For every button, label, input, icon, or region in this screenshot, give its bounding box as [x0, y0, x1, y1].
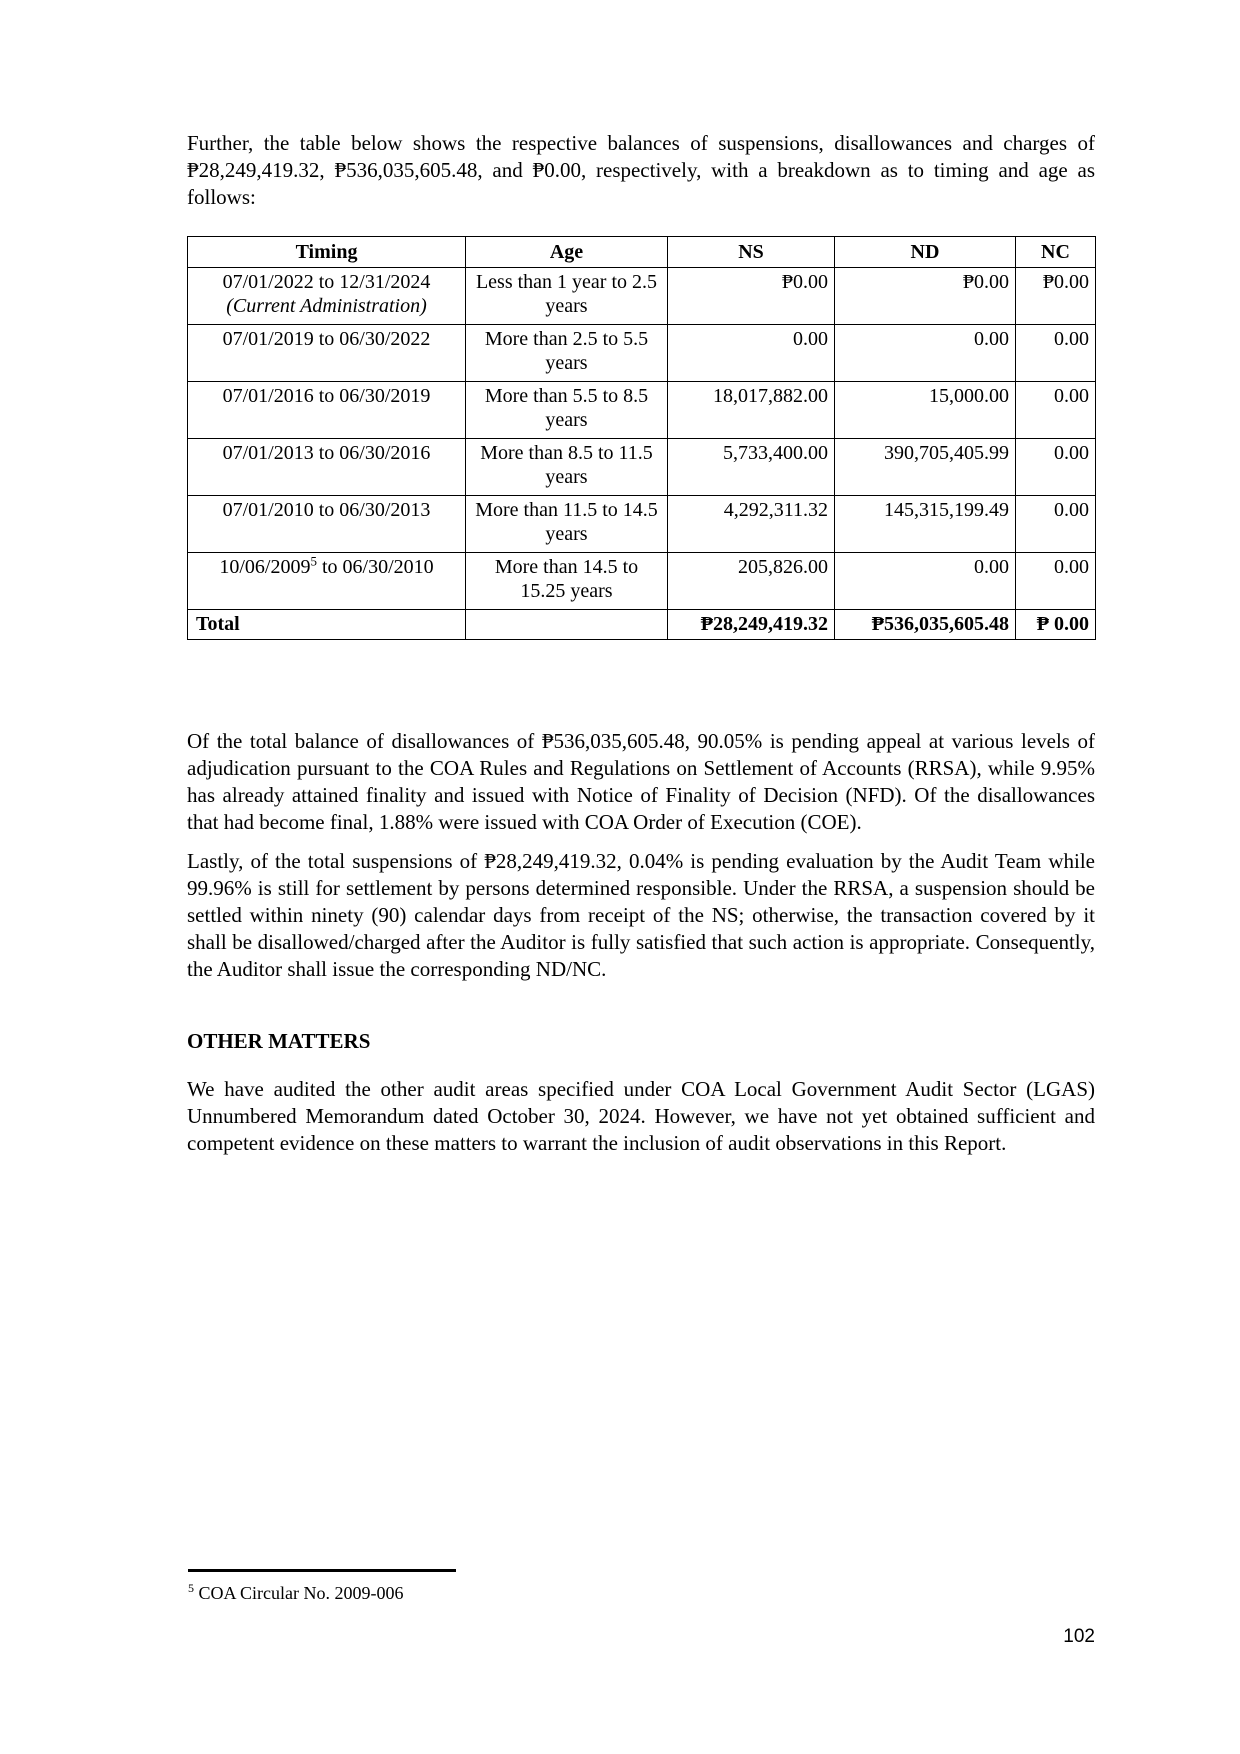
paragraph-other-matters: We have audited the other audit areas specified under COA Local Government Audit Sector (LGAS) Unnumbered Memorandum dated October 30, 2024. However, we have not yet obtained sufficient and competent evidence on these matters to warrant the inclusion of audit observations in this Report. [187, 1077, 1095, 1155]
aging-of-balances-table [187, 236, 1096, 640]
cell-age: More than 5.5 to 8.5 years [466, 382, 668, 439]
total-nc: ₱ 0.00 [1016, 610, 1096, 640]
cell-nc: 0.00 [1016, 439, 1096, 496]
footnote [188, 1576, 403, 1605]
footnote-marker: 5 [188, 1581, 194, 1595]
cell-nd: 15,000.00 [835, 382, 1016, 439]
cell-ns: 4,292,311.32 [668, 496, 835, 553]
header-ns: NS [668, 237, 835, 268]
cell-age: More than 14.5 to 15.25 years [466, 553, 668, 610]
header-age: Age [466, 237, 668, 268]
cell-timing: 07/01/2022 to 12/31/2024 (Current Administration) [188, 268, 466, 325]
footnote-reference: 5 [310, 553, 317, 569]
cell-ns: 0.00 [668, 325, 835, 382]
cell-nd: 0.00 [835, 553, 1016, 610]
table-row [188, 268, 1096, 325]
cell-nd: ₱0.00 [835, 268, 1016, 325]
total-age-empty [466, 610, 668, 640]
table-row [188, 553, 1096, 610]
cell-nd: 390,705,405.99 [835, 439, 1016, 496]
header-timing: Timing [188, 237, 466, 268]
cell-age: More than 11.5 to 14.5 years [466, 496, 668, 553]
table-row [188, 439, 1096, 496]
cell-timing: 07/01/2013 to 06/30/2016 [188, 439, 466, 496]
cell-nc: 0.00 [1016, 325, 1096, 382]
cell-ns: 5,733,400.00 [668, 439, 835, 496]
cell-age: More than 8.5 to 11.5 years [466, 439, 668, 496]
cell-nc: 0.00 [1016, 496, 1096, 553]
table-row [188, 496, 1096, 553]
header-nd: ND [835, 237, 1016, 268]
footnote-separator-rule [188, 1569, 456, 1572]
cell-nd: 145,315,199.49 [835, 496, 1016, 553]
cell-age: Less than 1 year to 2.5 years [466, 268, 668, 325]
timing-note: (Current Administration) [226, 295, 427, 317]
cell-ns: 18,017,882.00 [668, 382, 835, 439]
total-nd: ₱536,035,605.48 [835, 610, 1016, 640]
cell-timing: 07/01/2016 to 06/30/2019 [188, 382, 466, 439]
cell-ns: ₱0.00 [668, 268, 835, 325]
cell-age: More than 2.5 to 5.5 years [466, 325, 668, 382]
page-content [187, 0, 1095, 1157]
footnote-text: COA Circular No. 2009-006 [194, 1583, 404, 1603]
table-row [188, 325, 1096, 382]
cell-nc: 0.00 [1016, 382, 1096, 439]
cell-timing: 07/01/2019 to 06/30/2022 [188, 325, 466, 382]
cell-timing: 07/01/2010 to 06/30/2013 [188, 496, 466, 553]
cell-nd: 0.00 [835, 325, 1016, 382]
paragraph-intro: Further, the table below shows the respective balances of suspensions, disallowances and charges of ₱28,249,419.32, ₱536,035,605.48, and ₱0.00, respectively, with a breakdown as to timing and age as follows: [187, 131, 1095, 209]
other-matters-heading: OTHER MATTERS [187, 1029, 371, 1053]
cell-nc: ₱0.00 [1016, 268, 1096, 325]
total-label: Total [188, 610, 466, 640]
cell-nc: 0.00 [1016, 553, 1096, 610]
cell-ns: 205,826.00 [668, 553, 835, 610]
total-ns: ₱28,249,419.32 [668, 610, 835, 640]
page-number: 102 [1063, 1626, 1095, 1647]
cell-timing: 10/06/2009$^5$ to 06/30/2010 [188, 553, 466, 610]
paragraph-suspensions: Lastly, of the total suspensions of ₱28,249,419.32, 0.04% is pending evaluation by the Audit Team while 99.96% is still for settlement by persons determined responsible. Under the RRSA, a suspension should be settled within ninety (90) calendar days from receipt of the NS; otherwise, the transaction covered by it shall be disallowed/charged after the Auditor is fully satisfied that such action is appropriate. Consequently, the Auditor shall issue the corresponding ND/NC. [187, 849, 1095, 981]
header-nc: NC [1016, 237, 1096, 268]
table-row [188, 382, 1096, 439]
table-total-row [188, 610, 1096, 640]
paragraph-disallowances: Of the total balance of disallowances of ₱536,035,605.48, 90.05% is pending appeal at various levels of adjudication pursuant to the COA Rules and Regulations on Settlement of Accounts (RRSA), while 9.95% has already attained finality and issued with Notice of Finality of Decision (NFD). Of the disallowances that had become final, 1.88% were issued with COA Order of Execution (COE). [187, 729, 1095, 834]
table-header-row [188, 237, 1096, 268]
